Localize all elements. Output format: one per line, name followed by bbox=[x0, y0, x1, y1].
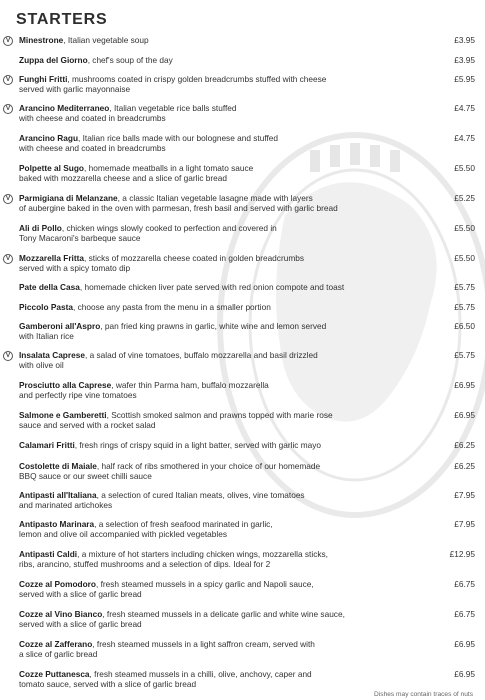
item-desc-continued: lemon and olive oil accompanied with pickled vegetables bbox=[19, 528, 228, 539]
vegetarian-icon: V bbox=[3, 351, 13, 361]
item-description bbox=[19, 520, 424, 539]
item-price: £5.50 bbox=[454, 223, 475, 233]
allergen-footnote: Dishes may contain traces of nuts bbox=[374, 691, 473, 698]
item-name: Gamberoni all'Aspro bbox=[19, 321, 101, 331]
item-desc-continued: Tony Macaroni's barbeque sauce bbox=[19, 232, 141, 243]
item-name: Cozze Puttanesca bbox=[19, 669, 90, 679]
item-desc-continued: baked with mozzarella cheese and a slice of garlic bread bbox=[19, 172, 227, 183]
item-name: Zuppa del Giorno bbox=[19, 55, 88, 65]
item-desc-text: , fresh steamed mussels in a light saffron cream, served with bbox=[92, 639, 315, 649]
item-price: £6.25 bbox=[454, 461, 475, 471]
vegetarian-icon: V bbox=[3, 104, 13, 114]
item-desc-text: , Italian rice balls made with our bolognese and stuffed bbox=[78, 133, 279, 143]
item-desc-text: , a selection of fresh seafood marinated in garlic, bbox=[94, 519, 273, 529]
item-name: Antipasto Marinara bbox=[19, 519, 95, 529]
item-desc-text: , Italian vegetable rice balls stuffed bbox=[109, 103, 237, 113]
item-name: Funghi Fritti bbox=[19, 74, 68, 84]
item-desc-text: , fresh steamed mussels in a spicy garlic and Napoli sauce, bbox=[95, 579, 314, 589]
vegetarian-icon: V bbox=[3, 75, 13, 85]
item-desc-continued: and marinated artichokes bbox=[19, 499, 113, 510]
item-description bbox=[19, 441, 424, 451]
item-price: £3.95 bbox=[454, 35, 475, 45]
item-price: £6.95 bbox=[454, 380, 475, 390]
item-description bbox=[19, 411, 424, 430]
item-description bbox=[19, 351, 424, 370]
item-description bbox=[19, 75, 424, 94]
item-name: Ali di Pollo bbox=[19, 223, 62, 233]
item-name: Polpette al Sugo bbox=[19, 163, 84, 173]
item-desc-continued: with cheese and coated in breadcrumbs bbox=[19, 142, 166, 153]
item-desc-text: , fresh rings of crispy squid in a light batter, served with garlic mayo bbox=[74, 440, 322, 450]
item-description bbox=[19, 322, 424, 341]
item-description bbox=[19, 580, 424, 599]
item-desc-continued: served with a slice of garlic bread bbox=[19, 618, 142, 629]
item-description bbox=[19, 56, 424, 66]
item-desc-text: , chicken wings slowly cooked to perfection and covered in bbox=[61, 223, 277, 233]
item-price: £6.95 bbox=[454, 410, 475, 420]
item-description bbox=[19, 610, 424, 629]
item-price: £5.95 bbox=[454, 74, 475, 84]
item-price: £5.50 bbox=[454, 253, 475, 263]
item-price: £5.50 bbox=[454, 163, 475, 173]
item-name: Antipasti Caldi bbox=[19, 549, 78, 559]
item-name: Cozze al Vino Bianco bbox=[19, 609, 103, 619]
item-desc-continued: ribs, arancino, stuffed mushrooms and a selection of dips. Ideal for 2 bbox=[19, 558, 271, 569]
item-desc-text: , Scottish smoked salmon and prawns topped with marie rose bbox=[106, 410, 333, 420]
item-description bbox=[19, 462, 424, 481]
item-desc-continued: served with a slice of garlic bread bbox=[19, 588, 142, 599]
item-price: £6.75 bbox=[454, 579, 475, 589]
item-name: Arancino Ragu bbox=[19, 133, 79, 143]
item-name: Costolette di Maiale bbox=[19, 461, 97, 471]
item-price: £4.75 bbox=[454, 133, 475, 143]
item-name: Calamari Fritti bbox=[19, 440, 75, 450]
item-desc-text: , homemade chicken liver pate served with red onion compote and toast bbox=[79, 282, 345, 292]
item-description bbox=[19, 550, 424, 569]
item-description bbox=[19, 303, 424, 313]
item-desc-text: , a selection of cured Italian meats, olives, vine tomatoes bbox=[96, 490, 305, 500]
item-desc-text: , wafer thin Parma ham, buffalo mozzarella bbox=[111, 380, 269, 390]
item-desc-text: , a salad of vine tomatoes, buffalo mozzarella and basil drizzled bbox=[84, 350, 318, 360]
item-desc-continued: served with a spicy tomato dip bbox=[19, 262, 131, 273]
item-price: £6.95 bbox=[454, 639, 475, 649]
item-desc-text: , choose any pasta from the menu in a smaller portion bbox=[72, 302, 271, 312]
item-desc-text: , mushrooms coated in crispy golden breadcrumbs stuffed with cheese bbox=[67, 74, 327, 84]
item-price: £6.50 bbox=[454, 321, 475, 331]
item-desc-continued: a slice of garlic bread bbox=[19, 648, 98, 659]
item-desc-text: , a mixture of hot starters including chicken wings, mozzarella sticks, bbox=[77, 549, 328, 559]
item-desc-continued: and perfectly ripe vine tomatoes bbox=[19, 389, 137, 400]
item-desc-text: , half rack of ribs smothered in your choice of our homemade bbox=[96, 461, 321, 471]
item-description bbox=[19, 491, 424, 510]
item-description bbox=[19, 254, 424, 273]
item-name: Piccolo Pasta bbox=[19, 302, 73, 312]
item-name: Arancino Mediterraneo bbox=[19, 103, 110, 113]
item-desc-text: , chef's soup of the day bbox=[87, 55, 173, 65]
item-name: Pate della Casa bbox=[19, 282, 80, 292]
item-name: Salmone e Gamberetti bbox=[19, 410, 107, 420]
item-description bbox=[19, 194, 424, 213]
item-description bbox=[19, 224, 424, 243]
item-desc-text: , homemade meatballs in a light tomato sauce bbox=[84, 163, 254, 173]
vegetarian-icon: V bbox=[3, 36, 13, 46]
item-name: Insalata Caprese bbox=[19, 350, 85, 360]
item-description bbox=[19, 381, 424, 400]
item-name: Cozze al Pomodoro bbox=[19, 579, 96, 589]
item-desc-continued: tomato sauce, served with a slice of garlic bread bbox=[19, 678, 197, 689]
item-desc-continued: served with garlic mayonnaise bbox=[19, 83, 131, 94]
item-price: £5.25 bbox=[454, 193, 475, 203]
item-desc-continued: with Italian rice bbox=[19, 330, 74, 341]
item-desc-continued: sauce and served with a rocket salad bbox=[19, 419, 156, 430]
item-description bbox=[19, 164, 424, 183]
item-desc-continued: BBQ sauce or our sweet chilli sauce bbox=[19, 470, 152, 481]
item-price: £5.75 bbox=[454, 282, 475, 292]
item-desc-text: , fresh steamed mussels in a delicate garlic and white wine sauce, bbox=[102, 609, 345, 619]
item-desc-text: , fresh steamed mussels in a chilli, olive, anchovy, caper and bbox=[89, 669, 312, 679]
item-price: £5.75 bbox=[454, 350, 475, 360]
item-description bbox=[19, 104, 424, 123]
item-name: Minestrone bbox=[19, 35, 64, 45]
vegetarian-icon: V bbox=[3, 254, 13, 264]
item-price: £12.95 bbox=[449, 549, 475, 559]
section-title: STARTERS bbox=[16, 11, 108, 28]
item-desc-continued: of aubergine baked in the oven with parmesan, fresh basil and served with garlic bread bbox=[19, 202, 338, 213]
item-name: Antipasti all'Italiana bbox=[19, 490, 97, 500]
item-desc-continued: with cheese and coated in breadcrumbs bbox=[19, 112, 166, 123]
item-description bbox=[19, 283, 424, 293]
item-description bbox=[19, 134, 424, 153]
item-desc-text: , sticks of mozzarella cheese coated in golden breadcrumbs bbox=[84, 253, 304, 263]
item-name: Cozze al Zafferano bbox=[19, 639, 93, 649]
vegetarian-icon: V bbox=[3, 194, 13, 204]
item-price: £5.75 bbox=[454, 302, 475, 312]
item-name: Mozzarella Fritta bbox=[19, 253, 85, 263]
item-price: £7.95 bbox=[454, 490, 475, 500]
item-name: Prosciutto alla Caprese bbox=[19, 380, 112, 390]
item-desc-continued: with olive oil bbox=[19, 359, 64, 370]
item-desc-text: , pan fried king prawns in garlic, white wine and lemon served bbox=[100, 321, 327, 331]
item-price: £6.95 bbox=[454, 669, 475, 679]
item-price: £4.75 bbox=[454, 103, 475, 113]
item-price: £7.95 bbox=[454, 519, 475, 529]
item-name: Parmigiana di Melanzane bbox=[19, 193, 118, 203]
item-price: £6.25 bbox=[454, 440, 475, 450]
item-desc-text: , Italian vegetable soup bbox=[63, 35, 149, 45]
item-description bbox=[19, 36, 424, 46]
item-price: £3.95 bbox=[454, 55, 475, 65]
item-description bbox=[19, 670, 424, 689]
item-price: £6.75 bbox=[454, 609, 475, 619]
item-desc-text: , a classic Italian vegetable lasagne made with layers bbox=[117, 193, 313, 203]
item-description bbox=[19, 640, 424, 659]
